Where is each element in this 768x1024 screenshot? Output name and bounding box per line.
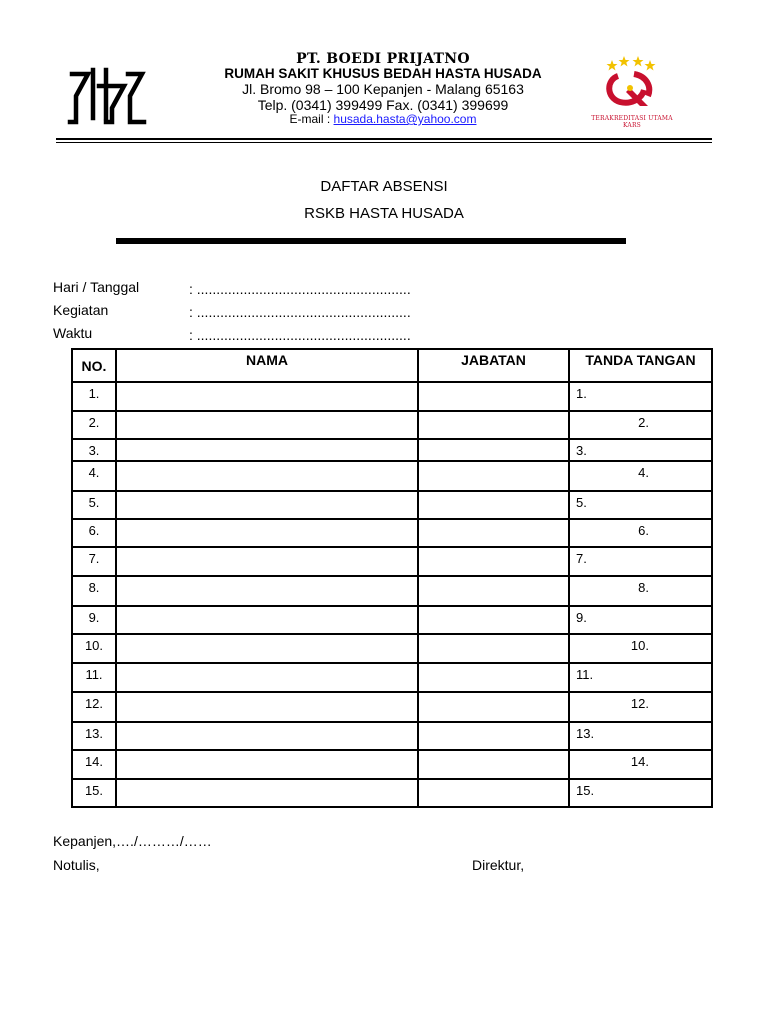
header-divider [56,138,712,140]
signature-cell[interactable]: 7. [569,547,712,576]
position-cell[interactable] [418,750,569,779]
table-row [72,692,712,722]
hospital-phone: Telp. (0341) 399499 Fax. (0341) 399699 [257,97,509,113]
signature-cell[interactable]: 8. [569,576,712,606]
position-cell[interactable] [418,439,569,461]
column-header-signature: TANDA TANGAN [569,349,712,382]
table-row [72,461,712,491]
position-cell[interactable] [418,606,569,634]
signature-cell[interactable]: 14. [569,750,712,779]
title-divider [116,238,626,244]
name-cell[interactable] [116,382,418,411]
hospital-name: RUMAH SAKIT KHUSUS BEDAH HASTA HUSADA [224,66,542,81]
signature-cell[interactable]: 15. [569,779,712,807]
table-row [72,491,712,519]
position-cell[interactable] [418,519,569,547]
name-cell[interactable] [116,722,418,750]
name-cell[interactable] [116,519,418,547]
hospital-logo [66,66,148,126]
row-number: 2. [72,411,116,439]
accreditation-text: TERAKREDITASI UTAMA [591,115,673,122]
table-row [72,547,712,576]
table-row [72,439,712,461]
table-row [72,722,712,750]
row-number: 8. [72,576,116,606]
table-row [72,411,712,439]
position-cell[interactable] [418,411,569,439]
table-row [72,663,712,692]
row-number: 7. [72,547,116,576]
position-cell[interactable] [418,722,569,750]
accreditation-org: KARS [622,122,641,129]
notulis-label: Notulis, [53,857,100,873]
company-name: PT. BOEDI PRIJATNO [296,51,470,67]
document-subtitle: RSKB HASTA HUSADA [304,205,464,222]
place-date-line: Kepanjen,…./………/…… [53,833,212,849]
name-cell[interactable] [116,779,418,807]
position-cell[interactable] [418,547,569,576]
row-number: 9. [72,606,116,634]
table-row [72,519,712,547]
row-number: 5. [72,491,116,519]
column-header-name: NAMA [116,349,418,382]
position-cell[interactable] [418,634,569,663]
position-cell[interactable] [418,461,569,491]
row-number: 12. [72,692,116,722]
table-row [72,779,712,807]
field-label-time: Waktu [53,325,93,341]
signature-cell[interactable]: 3. [569,439,712,461]
name-cell[interactable] [116,547,418,576]
column-header-position: JABATAN [418,349,569,382]
row-number: 6. [72,519,116,547]
field-label-date: Hari / Tanggal [53,279,140,295]
signature-cell[interactable]: 13. [569,722,712,750]
field-activity-blank[interactable]: : ....................................................... [189,304,411,320]
name-cell[interactable] [116,634,418,663]
position-cell[interactable] [418,692,569,722]
row-number: 14. [72,750,116,779]
table-row [72,382,712,411]
direktur-label: Direktur, [472,857,525,873]
row-number: 10. [72,634,116,663]
column-header-no: NO. [72,349,116,382]
table-header-row [72,349,712,382]
field-date-blank[interactable]: : ....................................................... [189,281,411,297]
table-row [72,576,712,606]
name-cell[interactable] [116,491,418,519]
signature-cell[interactable]: 12. [569,692,712,722]
name-cell[interactable] [116,576,418,606]
signature-cell[interactable]: 10. [569,634,712,663]
name-cell[interactable] [116,750,418,779]
row-number: 13. [72,722,116,750]
signature-cell[interactable]: 6. [569,519,712,547]
position-cell[interactable] [418,382,569,411]
signature-cell[interactable]: 1. [569,382,712,411]
table-row [72,750,712,779]
position-cell[interactable] [418,491,569,519]
name-cell[interactable] [116,692,418,722]
name-cell[interactable] [116,439,418,461]
row-number: 1. [72,382,116,411]
email-line [160,112,606,126]
hospital-address: Jl. Bromo 98 – 100 Kepanjen - Malang 65163 [242,81,524,97]
signature-cell[interactable]: 5. [569,491,712,519]
table-row [72,606,712,634]
name-cell[interactable] [116,606,418,634]
position-cell[interactable] [418,663,569,692]
signature-cell[interactable]: 9. [569,606,712,634]
name-cell[interactable] [116,461,418,491]
field-time-blank[interactable]: : ....................................................... [189,327,411,343]
document-title: DAFTAR ABSENSI [320,178,448,195]
row-number: 4. [72,461,116,491]
position-cell[interactable] [418,576,569,606]
signature-cell[interactable]: 11. [569,663,712,692]
row-number: 3. [72,439,116,461]
position-cell[interactable] [418,779,569,807]
signature-cell[interactable]: 2. [569,411,712,439]
name-cell[interactable] [116,663,418,692]
attendance-table [71,348,713,808]
header-divider-thin [56,142,712,143]
email-link[interactable]: husada.hasta@yahoo.com [333,112,477,126]
signature-cell[interactable]: 4. [569,461,712,491]
field-label-activity: Kegiatan [53,302,109,318]
table-row [72,634,712,663]
email-label: E-mail : [289,112,334,126]
name-cell[interactable] [116,411,418,439]
row-number: 15. [72,779,116,807]
row-number: 11. [72,663,116,692]
